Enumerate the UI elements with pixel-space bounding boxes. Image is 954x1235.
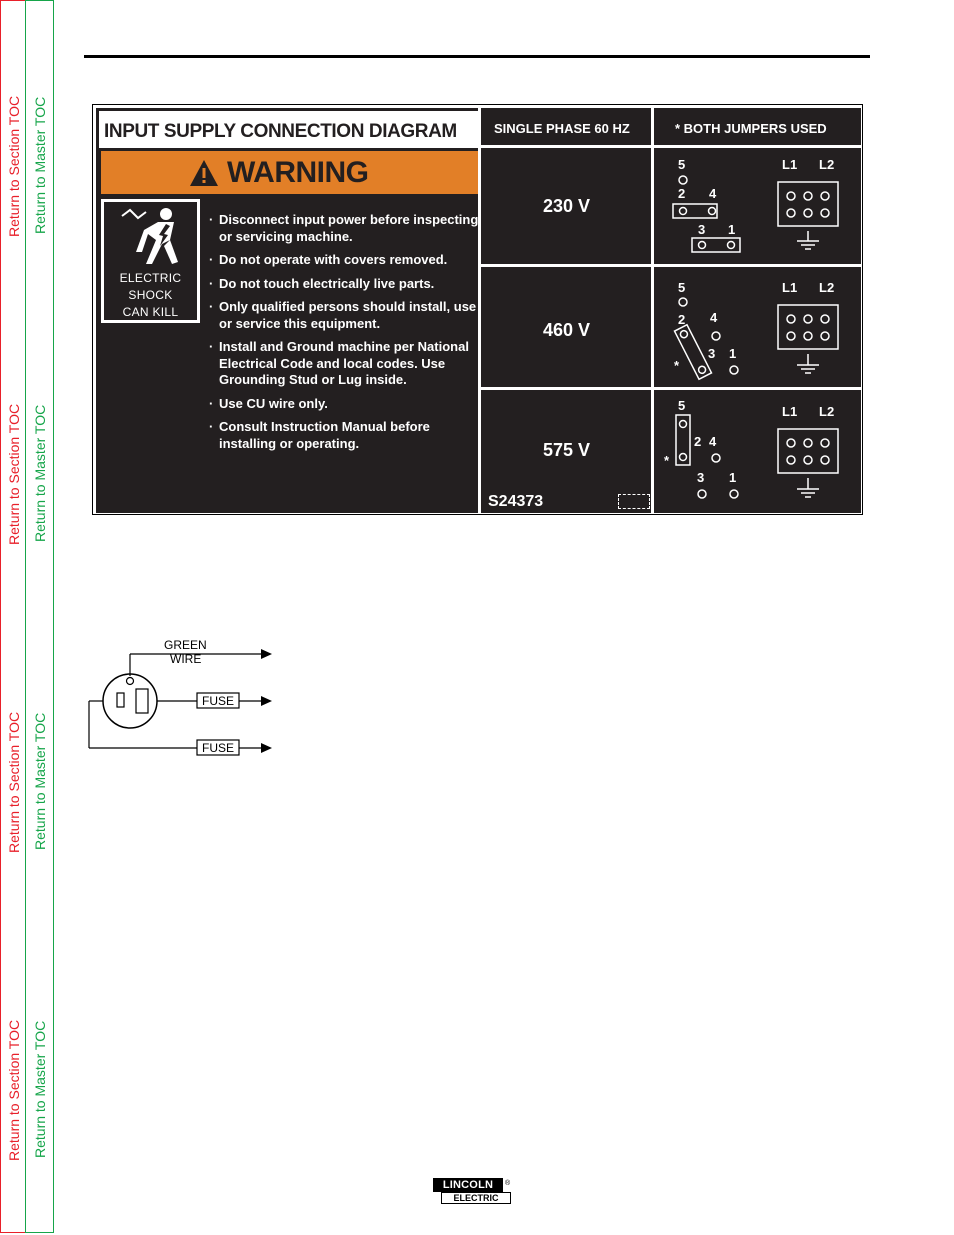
- terminal-label-3: 3: [708, 346, 716, 361]
- neutral-slot: [117, 693, 124, 707]
- terminal-label-4: 4: [709, 186, 717, 201]
- terminal-label-5: 5: [678, 157, 686, 172]
- return-to-master-toc-link-3[interactable]: Return to Master TOC: [32, 712, 48, 850]
- jumpers-header: * BOTH JUMPERS USED: [675, 121, 827, 136]
- diagonal-jumper: [675, 325, 712, 379]
- terminal-label-2: 2: [678, 186, 686, 201]
- arrow-icon: [261, 743, 272, 753]
- warning-banner: [101, 151, 479, 194]
- input-supply-decal: [92, 104, 863, 515]
- terminal-label-2: 2: [678, 312, 686, 327]
- terminal-label-4: 4: [709, 434, 717, 449]
- terminal-diagram-460v: [654, 267, 860, 387]
- fuse-label-1: FUSE: [202, 694, 235, 708]
- decal-title-strip: [99, 111, 481, 148]
- return-to-section-toc-link-1[interactable]: Return to Section TOC: [6, 95, 22, 237]
- vertical-jumper: [676, 415, 690, 465]
- line-label-l2: L2: [819, 280, 835, 295]
- warning-label: WARNING: [227, 156, 369, 189]
- terminal-5: [679, 176, 687, 184]
- ground-pin: [127, 678, 134, 685]
- warning-item: · Consult Instruction Manual before installing or operating.: [209, 419, 481, 452]
- electric-shock-icon: [112, 206, 190, 268]
- voltage-575: 575 V: [543, 440, 591, 460]
- hot-slot: [136, 689, 148, 713]
- electric-shock-pictogram: [101, 199, 200, 323]
- header-rule: [84, 55, 870, 58]
- terminal-diagram-230v: [654, 148, 860, 264]
- decal-background: [96, 108, 861, 513]
- return-to-master-toc-link-4[interactable]: Return to Master TOC: [32, 1020, 48, 1158]
- shock-line-2: SHOCK: [128, 288, 173, 302]
- return-to-section-toc-link-2[interactable]: Return to Section TOC: [6, 403, 22, 545]
- terminal-label-1: 1: [729, 346, 737, 361]
- phase-header: SINGLE PHASE 60 HZ: [494, 121, 630, 136]
- shock-pictogram-inner: [104, 202, 197, 320]
- voltage-230: 230 V: [543, 196, 591, 216]
- line-label-l1: L1: [782, 157, 798, 172]
- return-to-section-toc-link-3[interactable]: Return to Section TOC: [6, 711, 22, 853]
- receptacle-wiring-diagram: [86, 632, 286, 762]
- green-wire-label-1: GREEN: [164, 638, 207, 652]
- line-label-l1: L1: [782, 404, 798, 419]
- warning-item: · Install and Ground machine per National Electrical Code and local codes. Use Grounding Stud or Lug inside.: [209, 339, 481, 389]
- part-number: S24373: [488, 493, 544, 510]
- logo-electric: ELECTRIC: [441, 1192, 511, 1204]
- arrow-icon: [261, 696, 272, 706]
- warning-item: · Only qualified persons should install, use or service this equipment.: [209, 299, 481, 332]
- terminal-label-3: 3: [697, 470, 705, 485]
- warning-item: · Disconnect input power before inspecting or servicing machine.: [209, 212, 481, 245]
- date-code-box: [618, 494, 650, 509]
- line-label-l2: L2: [819, 404, 835, 419]
- terminal-label-1: 1: [729, 470, 737, 485]
- line-label-l1: L1: [782, 280, 798, 295]
- green-wire-label-2: WIRE: [170, 652, 202, 666]
- terminal-label-4: 4: [710, 310, 718, 325]
- return-to-section-toc-link-4[interactable]: Return to Section TOC: [6, 1019, 22, 1161]
- logo-lincoln: LINCOLN: [433, 1178, 503, 1192]
- warning-item: · Do not operate with covers removed.: [209, 252, 481, 269]
- fuse-label-2: FUSE: [202, 741, 235, 755]
- jumper-marker: *: [674, 358, 680, 373]
- logo-registered-mark: ®: [505, 1180, 511, 1187]
- terminal-label-5: 5: [678, 398, 686, 413]
- shock-line-3: CAN KILL: [122, 305, 179, 319]
- line-terminal-block: [778, 182, 838, 226]
- terminal-label-1: 1: [728, 222, 736, 237]
- decal-title: INPUT SUPPLY CONNECTION DIAGRAM: [104, 121, 457, 142]
- warning-item: · Use CU wire only.: [209, 396, 481, 413]
- warning-list: [209, 212, 481, 459]
- terminal-label-2: 2: [694, 434, 702, 449]
- warning-item: · Do not touch electrically live parts.: [209, 276, 481, 293]
- terminal-diagram-575v: [654, 390, 860, 512]
- terminal-label-5: 5: [678, 280, 686, 295]
- column-divider: [478, 108, 481, 513]
- return-to-master-toc-link-2[interactable]: Return to Master TOC: [32, 404, 48, 542]
- receptacle-face: [103, 674, 157, 728]
- shock-line-1: ELECTRIC: [119, 271, 182, 285]
- return-to-master-toc-link-1[interactable]: Return to Master TOC: [32, 96, 48, 234]
- lincoln-electric-logo: [433, 1178, 513, 1206]
- terminal-label-3: 3: [698, 222, 706, 237]
- shock-caption: [104, 270, 197, 321]
- line-label-l2: L2: [819, 157, 835, 172]
- voltage-460: 460 V: [543, 320, 591, 340]
- arrow-icon: [261, 649, 272, 659]
- warning-triangle-icon: [189, 159, 219, 187]
- jumper-marker: *: [664, 453, 670, 468]
